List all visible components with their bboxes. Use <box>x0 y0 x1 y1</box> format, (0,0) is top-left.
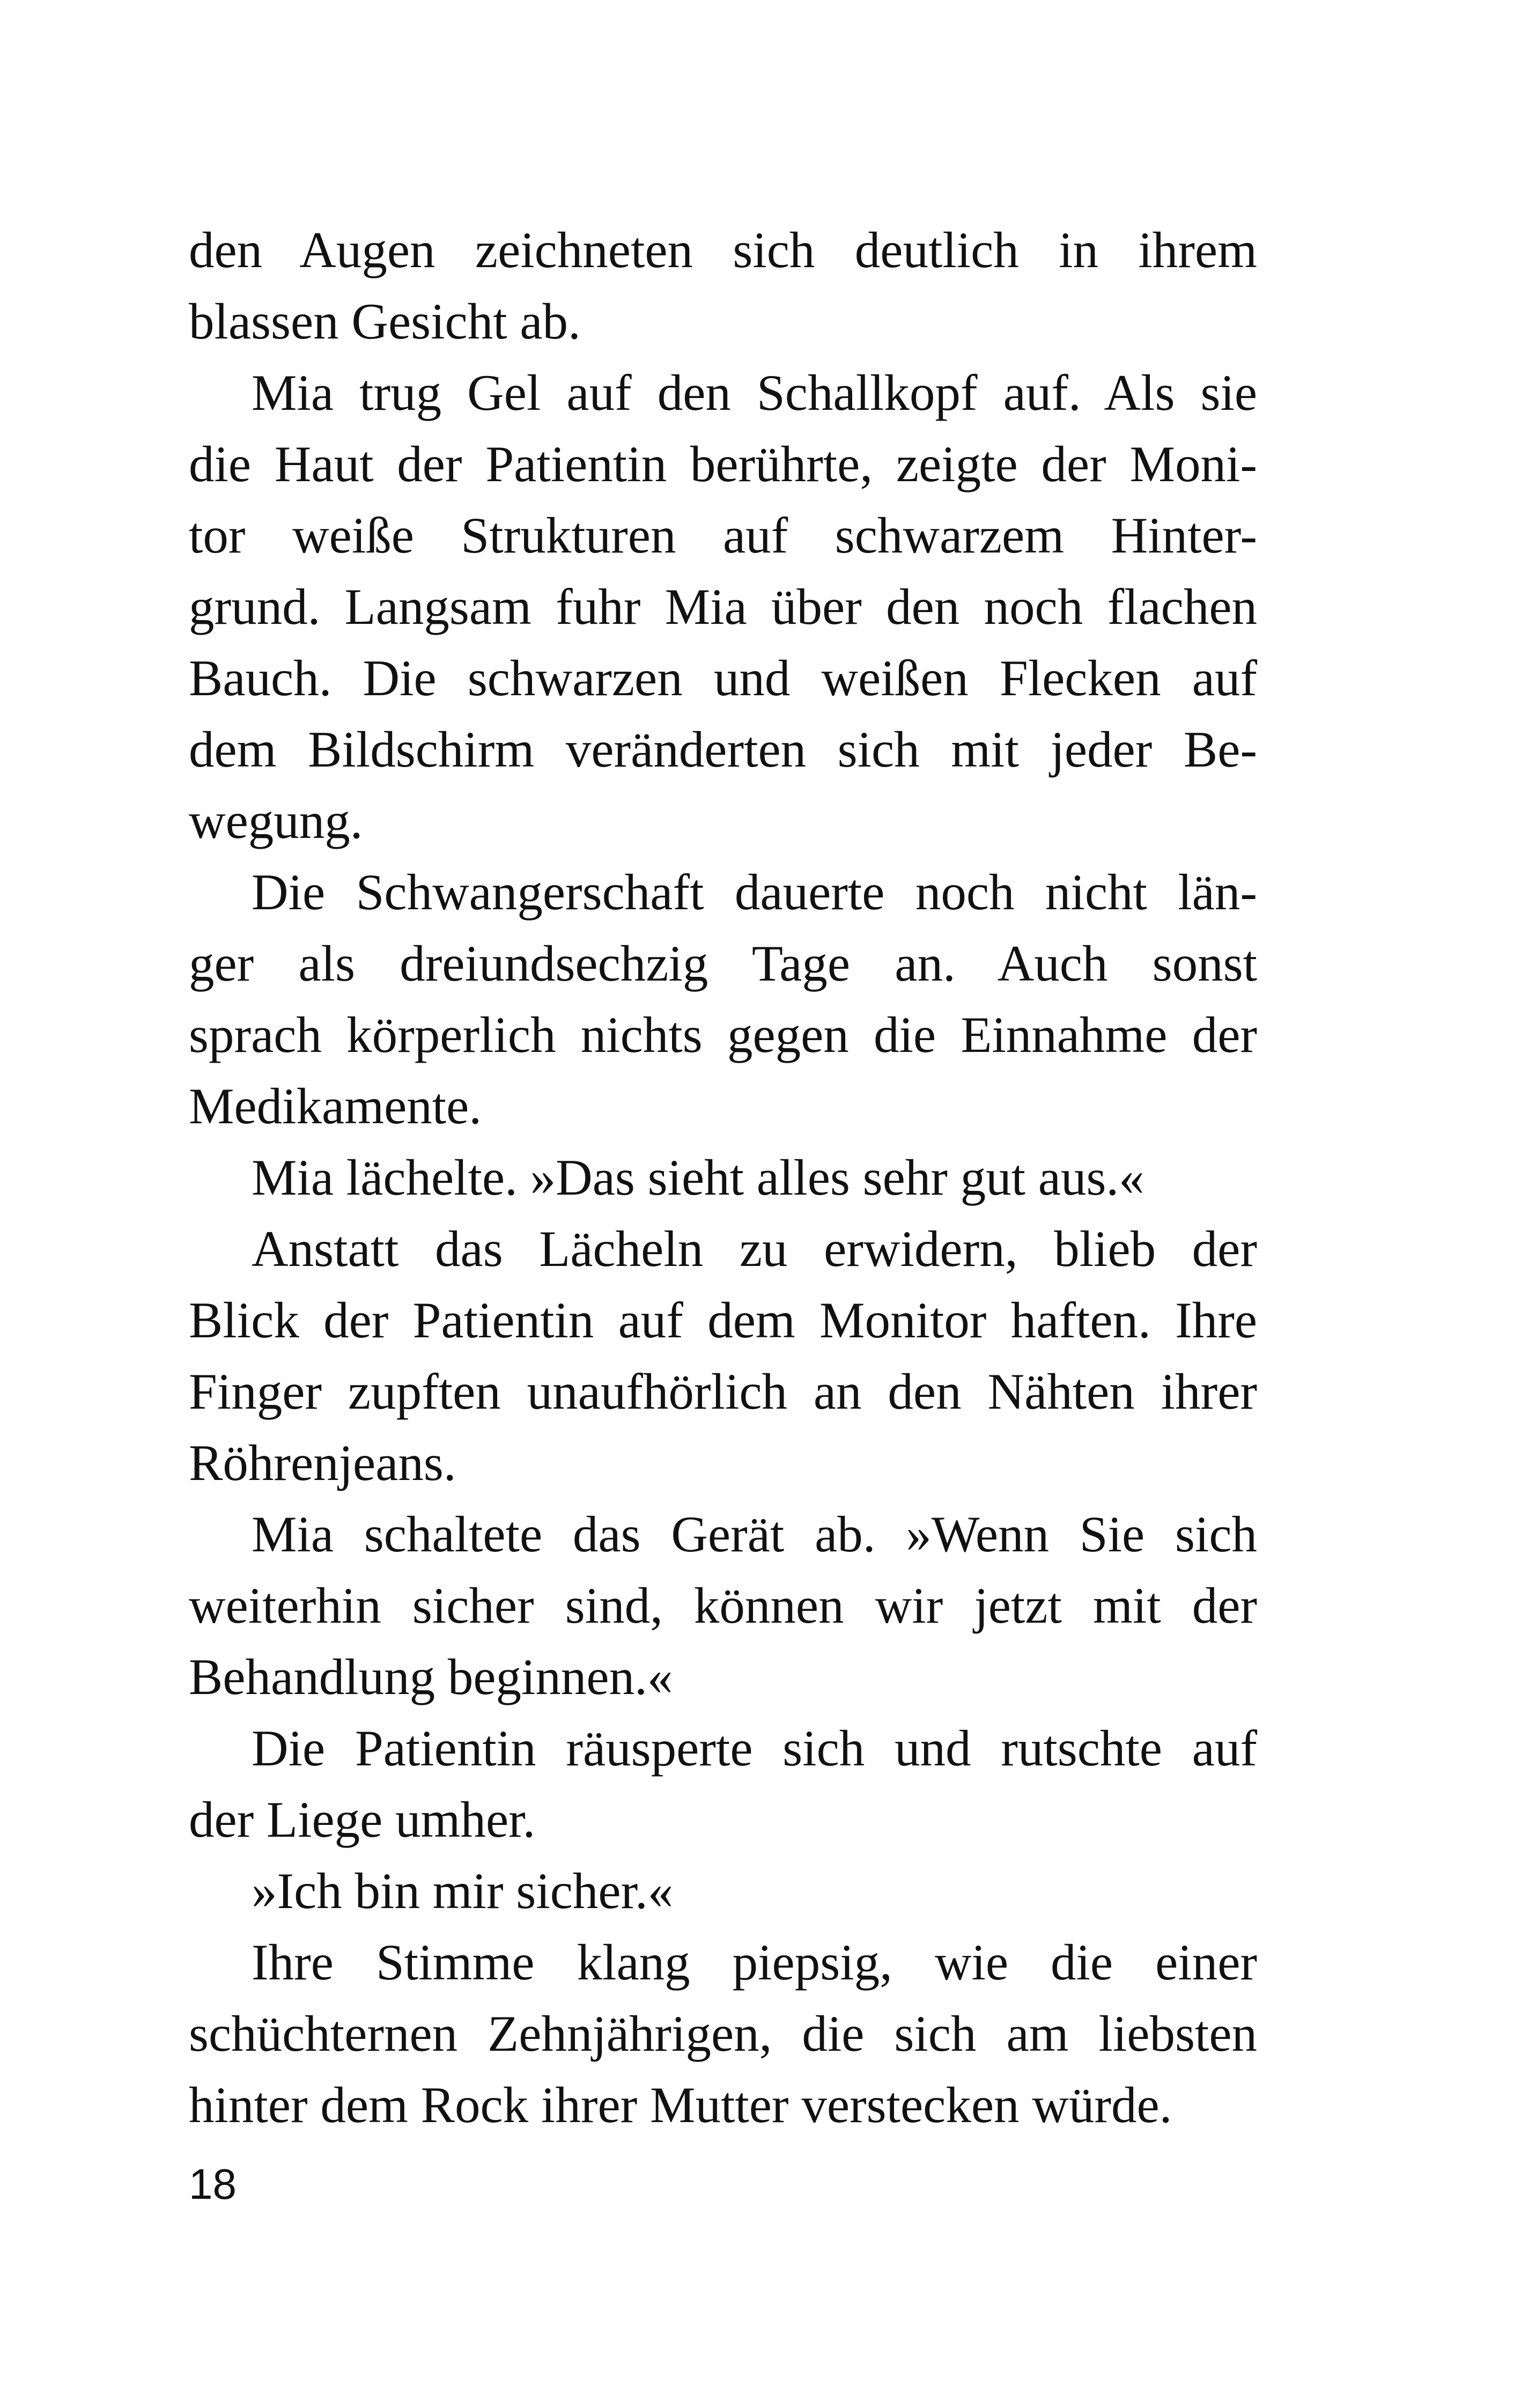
body-text <box>189 215 1257 2141</box>
text-line: grund. Langsam fuhr Mia über den noch flachen <box>189 578 1257 635</box>
text-line: Medikamente. <box>189 1078 482 1135</box>
text-line: wegung. <box>189 792 363 849</box>
text-line: ger als dreiundsechzig Tage an. Auch sonst <box>189 935 1257 992</box>
paragraph-first-line: »Ich bin mir sicher.« <box>252 1862 674 1919</box>
text-line: den Augen zeichneten sich deutlich in ihrem <box>189 222 1257 278</box>
text-line: sprach körperlich nichts gegen die Einnahme der <box>189 1006 1257 1063</box>
text-line: weiterhin sicher sind, können wir jetzt mit der <box>189 1577 1257 1634</box>
text-line: schüchternen Zehnjährigen, die sich am liebsten <box>189 2005 1257 2062</box>
paragraph-first-line: Ihre Stimme klang piepsig, wie die einer <box>252 1934 1257 1991</box>
paragraph-first-line: Die Patientin räusperte sich und rutschte auf <box>252 1720 1257 1777</box>
text-line: tor weiße Strukturen auf schwarzem Hinter- <box>189 507 1257 564</box>
text-line: dem Bildschirm veränderten sich mit jeder Be- <box>189 721 1257 778</box>
paragraph-first-line: Die Schwangerschaft dauerte noch nicht län- <box>252 864 1257 921</box>
text-line: hinter dem Rock ihrer Mutter verstecken würde. <box>189 2076 1172 2133</box>
text-line: Behandlung beginnen.« <box>189 1648 673 1705</box>
page-number: 18 <box>189 2160 237 2208</box>
text-line: blassen Gesicht ab. <box>189 293 581 350</box>
paragraph-first-line: Anstatt das Lächeln zu erwidern, blieb der <box>252 1220 1257 1277</box>
text-line: die Haut der Patientin berührte, zeigte der Moni- <box>189 436 1257 492</box>
text-line: Finger zupften unaufhörlich an den Nähten ihrer <box>189 1363 1257 1420</box>
text-line: der Liege umher. <box>189 1791 536 1848</box>
paragraph-first-line: Mia schaltete das Gerät ab. »Wenn Sie sich <box>252 1506 1257 1563</box>
paragraph-first-line: Mia trug Gel auf den Schallkopf auf. Als sie <box>252 364 1257 421</box>
text-line: Bauch. Die schwarzen und weißen Flecken auf <box>189 650 1257 706</box>
text-line: Blick der Patientin auf dem Monitor haften. Ihre <box>189 1292 1257 1349</box>
paragraph-first-line: Mia lächelte. »Das sieht alles sehr gut aus.« <box>252 1149 1145 1206</box>
text-line: Röhrenjeans. <box>189 1434 456 1491</box>
